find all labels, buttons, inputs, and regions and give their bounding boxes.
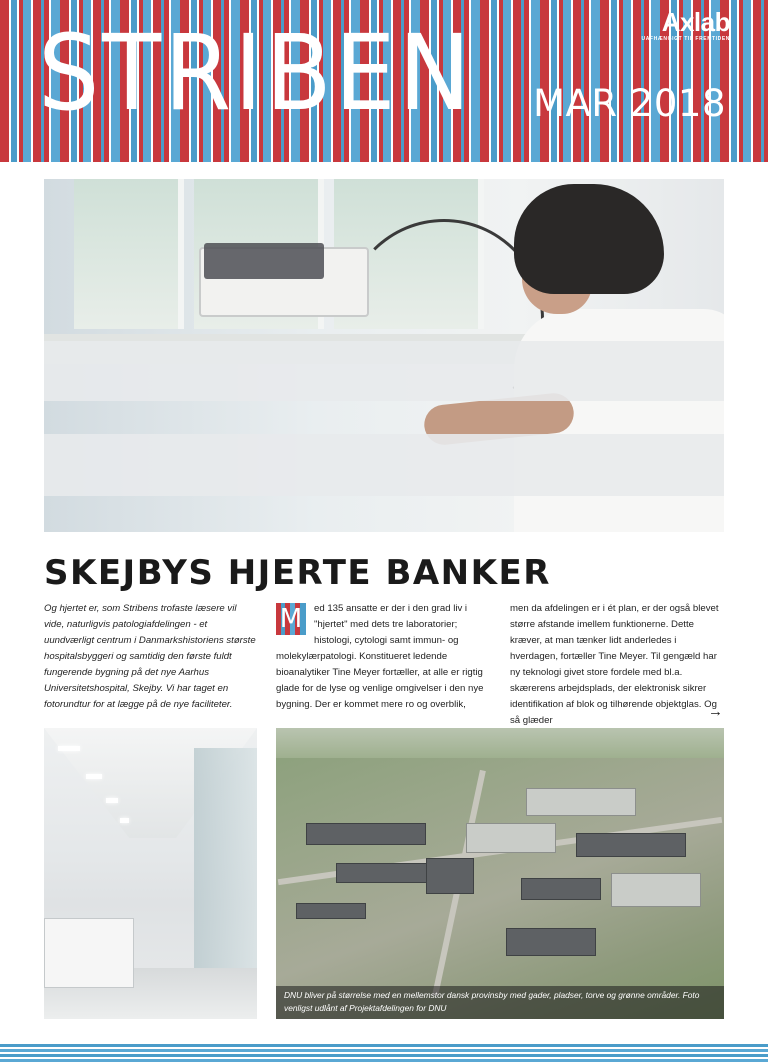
device-display bbox=[204, 243, 324, 279]
photo-caption: DNU bliver på størrelse med en mellemstor dansk provinsby med gader, pladser, torve og grønne områder. Foto venligst udlånt af Projektafdelingen for DNU bbox=[276, 986, 724, 1019]
horizon bbox=[276, 728, 724, 758]
lab-cabinet bbox=[44, 918, 134, 988]
building bbox=[576, 833, 686, 857]
ceiling-light bbox=[106, 798, 118, 803]
building bbox=[611, 873, 701, 907]
photo-blur-band bbox=[44, 434, 724, 496]
article-column-2 bbox=[276, 601, 496, 713]
masthead bbox=[0, 0, 768, 162]
ceiling-light bbox=[86, 774, 102, 779]
article-body-text: ed 135 ansatte er der i den grad liv i "hjertet" med dets tre laboratorier; histologi, cytologi samt immun- og molekylærpatologi. Konstitueret ledende bioanalytiker Tine Meyer fortæller, at alle er rigtig glade for de lyse og venlige omgivelser i den nye bygning. Der er kommet mere ro og overblik, bbox=[276, 603, 484, 710]
brand-tagline: UAFHÆNGIGT TIL FREMTIDEN bbox=[641, 36, 730, 42]
continue-arrow-icon[interactable]: → bbox=[708, 703, 723, 720]
lab-photo bbox=[44, 179, 724, 532]
building bbox=[336, 863, 436, 883]
building bbox=[306, 823, 426, 845]
building bbox=[521, 878, 601, 900]
building bbox=[426, 858, 474, 894]
corridor-photo bbox=[44, 728, 257, 1019]
dropcap-letter: M bbox=[276, 603, 306, 635]
window-pane bbox=[74, 179, 184, 329]
technician-hair bbox=[514, 184, 664, 294]
newsletter-title: STRIBEN bbox=[38, 12, 474, 134]
issue-date: MAR 2018 bbox=[533, 82, 726, 125]
brand-logo bbox=[642, 8, 730, 43]
article-lead: Og hjertet er, som Stribens trofaste læsere vil vide, naturligvis patologiafdelingen - et uundværligt centrum i Danmarkshistoriens største hospitalsbyggeri og samtidig den første fuldt fungerende bygning på det nye Aarhus Universitetshospital, Skejby. Vi har taget en fotorundtur for at lægge på de nye faciliteter. bbox=[44, 603, 256, 710]
building bbox=[526, 788, 636, 816]
aerial-photo bbox=[276, 728, 724, 1019]
glass-wall bbox=[194, 748, 257, 988]
building bbox=[296, 903, 366, 919]
ceiling-light bbox=[58, 746, 80, 751]
building bbox=[506, 928, 596, 956]
photo-blur-band bbox=[44, 341, 724, 401]
article-headline: SKEJBYS HJERTE BANKER bbox=[44, 553, 551, 593]
article-column-3: men da afdelingen er i ét plan, er der også blevet større afstande imellem funktionerne. Dette kræver, at man tænker lidt anderledes i hverdagen, fortæller Tine Meyer. Til gengæld har ny teknologi givet store fordele med bl.a. skærerens arbejdsplads, der elektronisk sikrer identifikation af blok og tilhørende objektglas. Og så glæder bbox=[510, 603, 719, 726]
building bbox=[466, 823, 556, 853]
footer-stripes bbox=[0, 1044, 768, 1064]
brand-name: Axlab bbox=[661, 7, 730, 37]
ceiling-light bbox=[120, 818, 129, 823]
